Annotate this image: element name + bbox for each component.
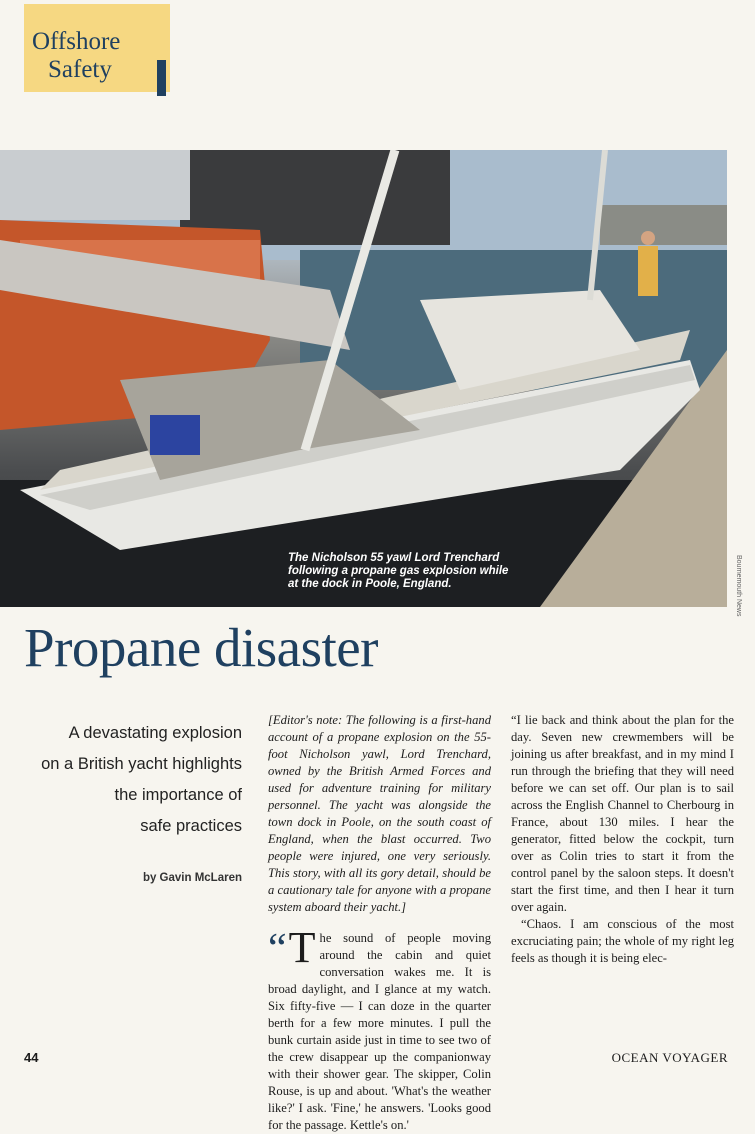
deck-line: on a British yacht highlights — [41, 755, 242, 773]
photo-caption: The Nicholson 55 yawl Lord Trenchard following a propane gas explosion while at the dock in Poole, England. — [288, 552, 509, 590]
section-tag-line2: Safety — [48, 56, 112, 83]
paragraph-3: “Chaos. I am conscious of the most excruciating pain; the whole of my right leg feels as though it is being elec- — [511, 917, 734, 965]
photo-illustration — [0, 150, 727, 607]
deck-line: A devastating explosion — [68, 724, 242, 742]
opening-quote-mark: “ — [268, 926, 287, 972]
body-column-1 — [268, 712, 491, 1134]
byline: by Gavin McLaren — [142, 872, 242, 884]
section-tag-bar — [157, 60, 166, 96]
deck-line: the importance of — [114, 786, 242, 804]
headline: Propane disaster — [24, 617, 378, 678]
body-column-2-text — [511, 712, 734, 967]
opening-paragraph — [268, 923, 491, 1134]
deck-line: safe practices — [140, 817, 242, 835]
magazine-name: OCEAN VOYAGER — [611, 1050, 728, 1065]
opening-paragraph-text: he sound of people moving around the cabin and quiet conversation wakes me. It is broad daylight, and I glance at my watch. Six fifty-five — I can doze in the quarter berth for a few more minutes. I pull the bunk curtain aside just in time to see two of the crew disappear up the companionway with their shower gear. The skipper, Colin Rouse, is up and about. 'What's the weather like?' I ask. 'Fine,' he answers. 'Looks good for the passage. Kettle's on.' — [268, 931, 491, 1132]
section-tag-line1: Offshore — [32, 28, 121, 55]
section-tag — [24, 4, 170, 92]
photo-credit: Bournemouth News — [735, 555, 742, 617]
yacht-wreck-photo — [0, 150, 727, 607]
deck — [22, 718, 242, 842]
editors-note: [Editor's note: The following is a first-hand account of a propane explosion on the 55-foot Nicholson yawl, Lord Trenchard, owned by the British Armed Forces and used for adventure training for military personnel. The yacht was alongside the town dock in Poole, on the south coast of England, when the blast occurred. Two people were injured, one very seriously. This story, with all its gory detail, should be a cautionary tale for anyone with a propane system aboard their yacht.] — [268, 713, 491, 914]
paragraph-2: “I lie back and think about the plan for the day. Seven new crewmembers will be joining us after breakfast, and in my mind I run through the briefing that they will need before we can set off. Our plan is to sail across the English Channel to Cherbourg in France, about 130 miles. I hear the generator, fitted below the cockpit, turn over as Colin tries to start it from the control panel by the saloon steps. It doesn't start the first time, and then I hear it turn over again. — [511, 713, 734, 914]
drop-cap: T — [288, 923, 316, 972]
page-number: 44 — [24, 1050, 39, 1065]
